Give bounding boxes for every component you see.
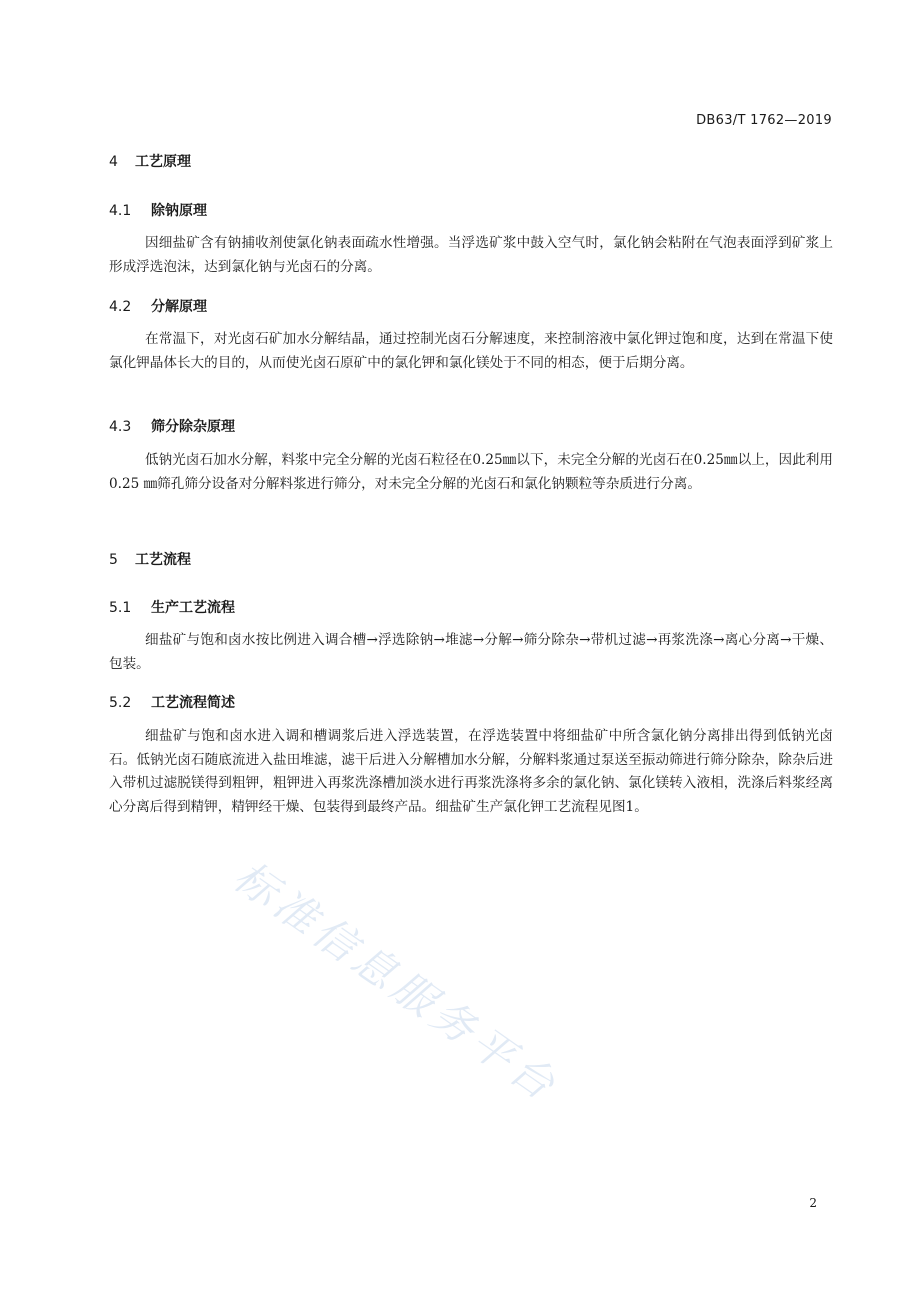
section-4-3-heading <box>109 416 235 436</box>
section-5-heading <box>109 549 191 569</box>
section-5-2-heading <box>109 692 235 712</box>
section-number: 4.1 <box>109 203 132 219</box>
section-title: 工艺流程简述 <box>151 695 235 711</box>
section-number: 5 <box>109 552 118 568</box>
section-title: 工艺流程 <box>135 552 191 568</box>
page-number: 2 <box>809 1196 817 1210</box>
section-title: 筛分除杂原理 <box>151 419 235 435</box>
section-title: 除钠原理 <box>151 203 207 219</box>
section-4-1-heading <box>109 200 207 220</box>
section-5-1-heading <box>109 597 235 617</box>
section-4-3-paragraph: 低钠光卤石加水分解，料浆中完全分解的光卤石粒径在0.25㎜以下，未完全分解的光卤石在0.25㎜以上，因此利用0.25 ㎜筛孔筛分设备对分解料浆进行筛分，对未完全分解的光卤石和氯化钠颗粒等杂质进行分离。 <box>109 452 833 492</box>
section-title: 分解原理 <box>151 299 207 315</box>
section-number: 5.2 <box>109 695 132 711</box>
section-number: 4 <box>109 154 118 170</box>
section-number: 4.2 <box>109 299 132 315</box>
document-code: DB63/T 1762—2019 <box>696 113 832 128</box>
section-4-2-paragraph: 在常温下，对光卤石矿加水分解结晶，通过控制光卤石分解速度，来控制溶液中氯化钾过饱和度，达到在常温下使氯化钾晶体长大的目的，从而使光卤石原矿中的氯化钾和氯化镁处于不同的相态，便于后期分离。 <box>109 331 833 371</box>
section-5-1-paragraph: 细盐矿与饱和卤水按比例进入调合槽→浮选除钠→堆滤→分解→筛分除杂→带机过滤→再浆洗涤→离心分离→干燥、包装。 <box>109 632 833 672</box>
section-number: 4.3 <box>109 419 132 435</box>
section-4-heading <box>109 151 191 171</box>
section-title: 生产工艺流程 <box>151 600 235 616</box>
section-number: 5.1 <box>109 600 132 616</box>
section-title: 工艺原理 <box>135 154 191 170</box>
watermark: 标准信息服务平台 <box>225 851 568 1112</box>
section-4-2-heading <box>109 296 207 316</box>
section-5-2-paragraph: 细盐矿与饱和卤水进入调和槽调浆后进入浮选装置，在浮选装置中将细盐矿中所含氯化钠分离排出得到低钠光卤石。低钠光卤石随底流进入盐田堆滤，滤干后进入分解槽加水分解，分解料浆通过泵送至振动筛进行筛分除杂，除杂后进入带机过滤脱镁得到粗钾，粗钾进入再浆洗涤槽加淡水进行再浆洗涤将多余的氯化钠、氯化镁转入液相，洗涤后料浆经离心分离后得到精钾，精钾经干燥、包装得到最终产品。细盐矿生产氯化钾工艺流程见图1。 <box>109 728 833 815</box>
section-4-1-paragraph: 因细盐矿含有钠捕收剂使氯化钠表面疏水性增强。当浮选矿浆中鼓入空气时，氯化钠会粘附在气泡表面浮到矿浆上形成浮选泡沫，达到氯化钠与光卤石的分离。 <box>109 235 833 275</box>
